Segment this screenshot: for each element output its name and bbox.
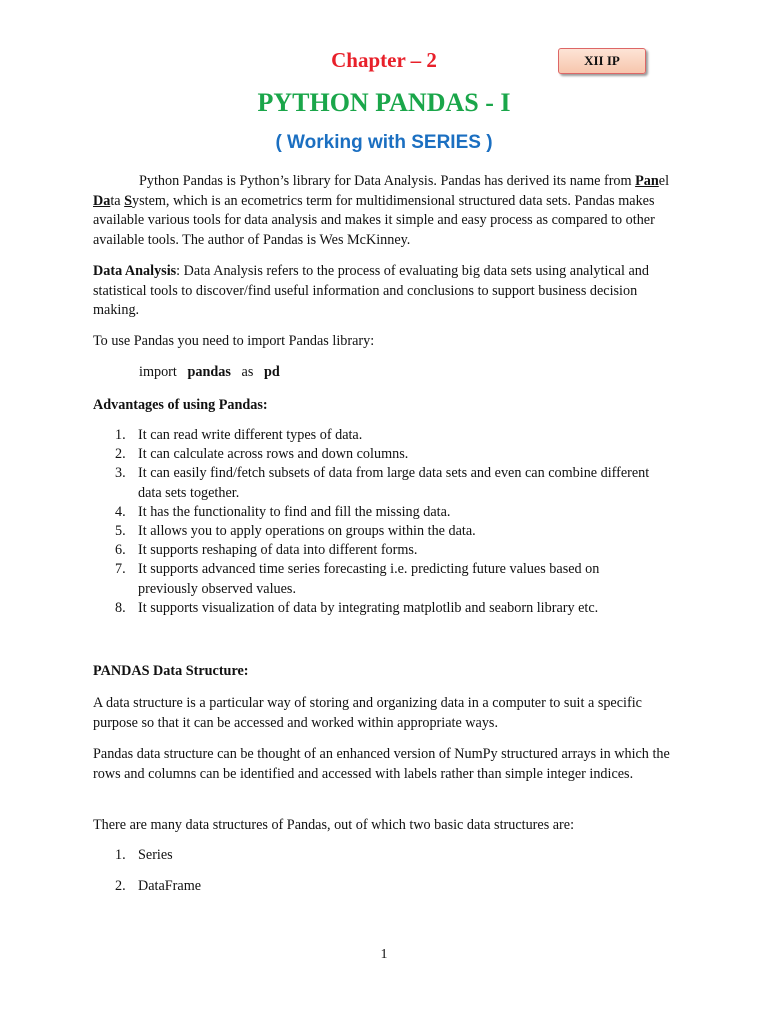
- list-item: 2. DataFrame: [115, 878, 202, 894]
- data-structure-paragraph-3: There are many data structures of Pandas, out of which two basic data structures are:: [93, 817, 575, 833]
- page-subtitle: ( Working with SERIES ): [275, 132, 493, 153]
- data-analysis-term: Data Analysis: [93, 263, 177, 279]
- list-item: 5. It allows you to apply operations on groups within the data.: [115, 523, 476, 540]
- list-item: 2. It can calculate across rows and down columns.: [115, 446, 409, 463]
- page-number: 1: [380, 947, 388, 962]
- data-structure-paragraph-1: A data structure is a particular way of storing and organizing data in a computer to suit a specific purpose so that it can be accessed and worked within appropriate ways.: [93, 695, 642, 731]
- data-analysis-paragraph: Data Analysis: Data Analysis refers to the process of evaluating big data sets using analytical and statistical tools to discover/find useful information and conclusions to support business decision making.: [93, 263, 649, 319]
- advantages-heading: Advantages of using Pandas:: [93, 397, 268, 413]
- list-item: 1. It can read write different types of data.: [115, 427, 363, 443]
- list-item: 1. Series: [115, 847, 173, 863]
- list-item: 8. It supports visualization of data by integrating matplotlib and seaborn library etc.: [115, 599, 599, 616]
- import-note: To use Pandas you need to import Pandas library:: [93, 333, 375, 349]
- intro-paragraph: Python Pandas is Python’s library for Data Analysis. Pandas has derived its name from Panel Data System, which is an ecometrics term for multidimensional structured data sets. Pandas makes available various tools for data analysis and makes it simple and easy process as compared to other available tools. The author of Pandas is Wes McKinney.: [93, 173, 670, 249]
- data-structure-list-2: [93, 877, 693, 896]
- page-title: PYTHON PANDAS - I: [257, 88, 511, 117]
- data-structure-paragraph-2: Pandas data structure can be thought of an enhanced version of NumPy structured arrays in which the rows and columns can be identified and accessed with labels rather than simple integer indices.: [93, 746, 670, 782]
- import-code-line: import pandas as pd: [139, 364, 280, 380]
- data-structure-list: [93, 846, 693, 865]
- list-item: 3. It can easily find/fetch subsets of data from large data sets and even can combine different data sets together.: [115, 465, 650, 501]
- list-item: 6. It supports reshaping of data into different forms.: [115, 542, 418, 559]
- chapter-heading: Chapter – 2: [331, 48, 437, 72]
- data-structure-heading: PANDAS Data Structure:: [93, 663, 249, 679]
- list-item: 7. It supports advanced time series forecasting i.e. predicting future values based on previously observed values.: [115, 561, 600, 597]
- list-item: 4. It has the functionality to find and fill the missing data.: [115, 503, 451, 520]
- class-badge: XII IP: [558, 48, 646, 74]
- advantages-list: [93, 426, 693, 618]
